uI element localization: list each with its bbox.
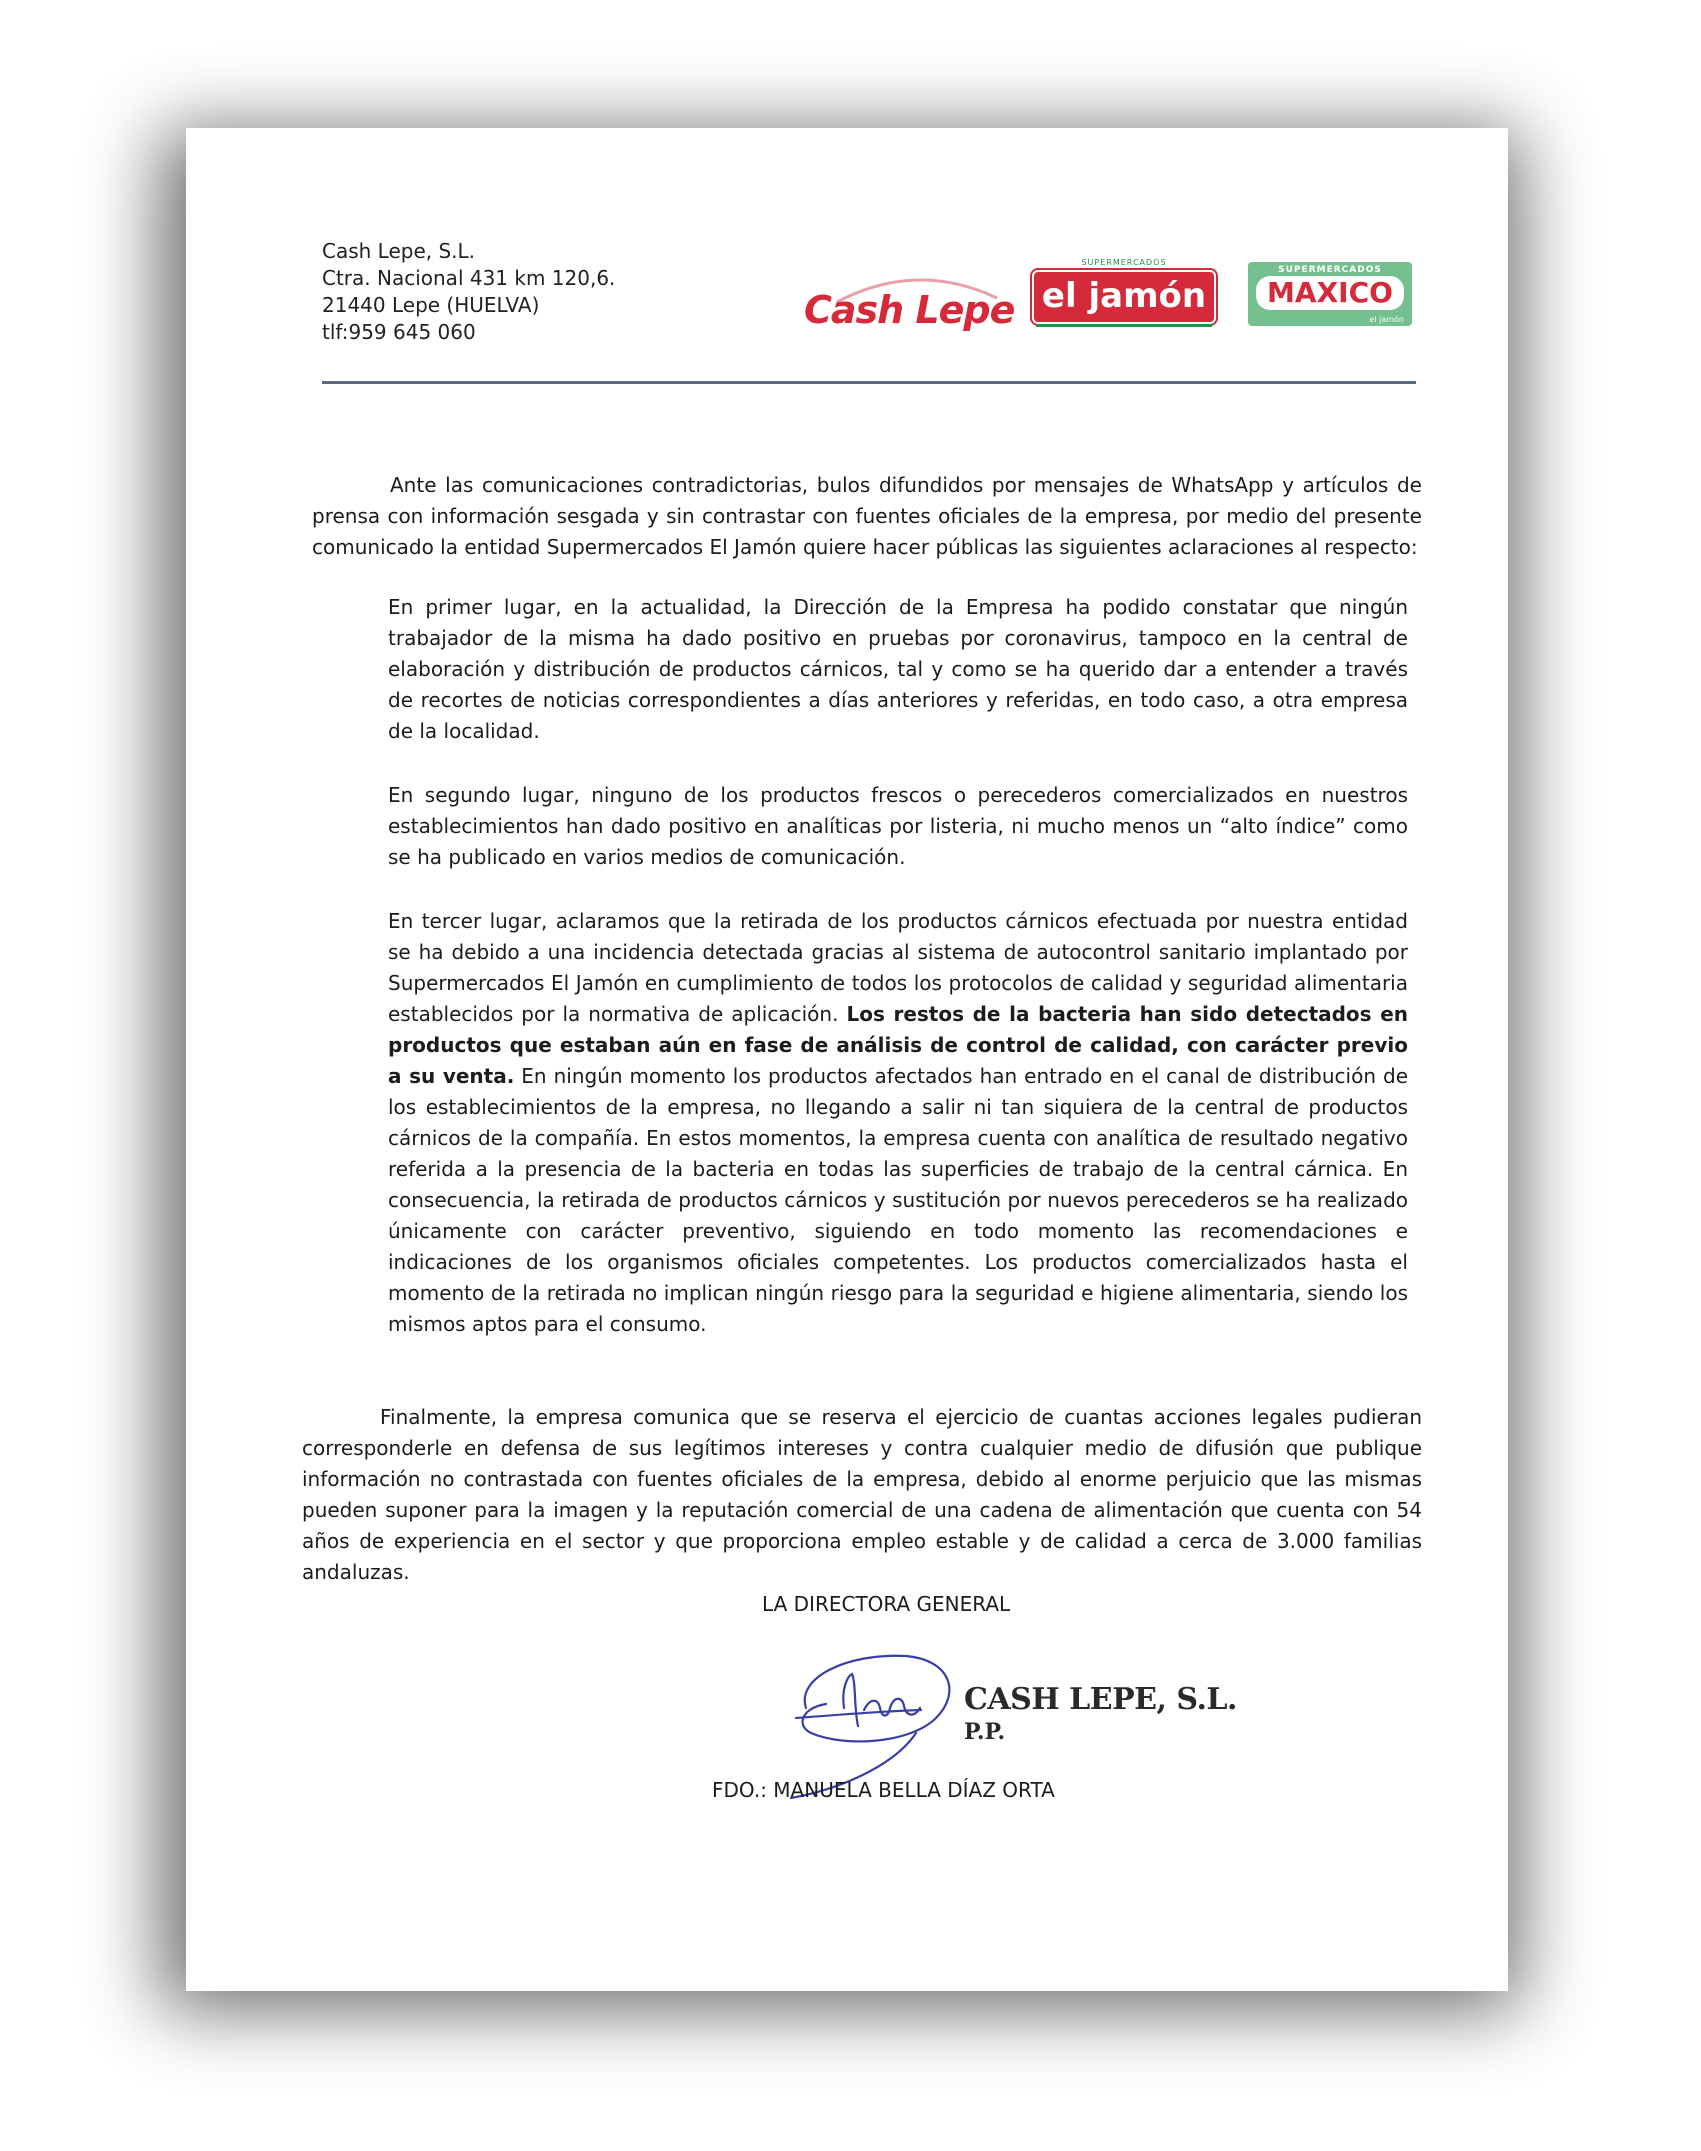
point-3-bold-text: Los restos de la bacteria han sido detectados en productos que estaban aún en fase de análisis de control de calidad, con carácter previo a su venta. bbox=[388, 1002, 1408, 1088]
maxico-logo-subtitle: SUPERMERCADOS bbox=[1278, 265, 1382, 275]
document-page bbox=[186, 128, 1508, 1991]
point-2-paragraph: En segundo lugar, ninguno de los productos frescos o perecederos comercializados en nuestros establecimientos han dado positivo en analíticas por listeria, ni mucho menos un “alto índice” como se ha publicado en varios medios de comunicación. bbox=[388, 783, 1408, 869]
sender-line: Cash Lepe, S.L. bbox=[322, 239, 476, 263]
sender-line: 21440 Lepe (HUELVA) bbox=[322, 293, 540, 317]
signed-by: FDO.: MANUELA BELLA DÍAZ ORTA bbox=[712, 1778, 1055, 1802]
sender-address bbox=[322, 238, 615, 346]
cash-lepe-logo-text: Cash Lepe bbox=[804, 288, 1015, 332]
cash-lepe-logo bbox=[804, 268, 1015, 348]
company-stamp bbox=[964, 1682, 1237, 1745]
el-jamon-logo-subtitle: SUPERMERCADOS bbox=[1081, 258, 1167, 267]
el-jamon-logo-text: el jamón bbox=[1032, 270, 1216, 324]
final-paragraph: Finalmente, la empresa comunica que se reserva el ejercicio de cuantas acciones legales pudieran corresponderle en defensa de sus legítimos intereses y contra cualquier medio de difusión que publique información no contrastada con fuentes oficiales de la empresa, debido al enorme perjuicio que las mismas pueden suponer para la imagen y la reputación comercial de una cadena de alimentación que cuenta con 54 años de experiencia en el sector y que proporciona empleo estable y de calidad a cerca de 3.000 familias andaluzas. bbox=[302, 1405, 1422, 1584]
el-jamon-logo-underline bbox=[1036, 324, 1212, 327]
signatory-role: LA DIRECTORA GENERAL bbox=[762, 1592, 1011, 1616]
el-jamon-logo bbox=[1032, 258, 1216, 330]
maxico-logo-text: MAXICO bbox=[1256, 276, 1404, 310]
point-3-text-start: En tercer lugar, aclaramos que la retirada de los productos cárnicos efectuada por nuestra entidad se ha debido a una incidencia detectada gracias al sistema de autocontrol sanitario implantado por Supermercados El Jamón en cumplimiento de todos los protocolos de calidad y seguridad alimentaria establecidos por la normativa de aplicación. bbox=[388, 909, 1408, 1026]
stamp-pp: P.P. bbox=[964, 1719, 1006, 1745]
intro-paragraph: Ante las comunicaciones contradictorias, bulos difundidos por mensajes de WhatsApp y artículos de prensa con información sesgada y sin contrastar con fuentes oficiales de la empresa, por medio del presente comunicado la entidad Supermercados El Jamón quiere hacer públicas las siguientes aclaraciones al respecto: bbox=[312, 473, 1422, 559]
point-1-paragraph: En primer lugar, en la actualidad, la Dirección de la Empresa ha podido constatar que ningún trabajador de la misma ha dado positivo en pruebas por coronavirus, tampoco en la central de elaboración y distribución de productos cárnicos, tal y como se ha querido dar a entender a través de recortes de noticias correspondientes a días anteriores y referidas, en todo caso, a otra empresa de la localidad. bbox=[388, 595, 1408, 743]
maxico-logo-tagline: el jamón bbox=[1369, 315, 1404, 324]
point-3-paragraph bbox=[388, 906, 1408, 1340]
stamp-company-name: CASH LEPE, S.L. bbox=[964, 1682, 1237, 1717]
point-3-text-end: En ningún momento los productos afectados han entrado en el canal de distribución de los establecimientos de la empresa, no llegando a salir ni tan siquiera de la central de productos cárnicos de la compañía. En estos momentos, la empresa cuenta con analítica de resultado negativo referida a la presencia de la bacteria en todas las superficies de trabajo de la central cárnica. En consecuencia, la retirada de productos cárnicos y sustitución por nuevos perecederos se ha realizado únicamente con carácter preventivo, siguiendo en todo momento las recomendaciones e indicaciones de los organismos oficiales competentes. Los productos comercializados hasta el momento de la retirada no implican ningún riesgo para la seguridad e higiene alimentaria, siendo los mismos aptos para el consumo. bbox=[388, 1064, 1408, 1336]
sender-line: Ctra. Nacional 431 km 120,6. bbox=[322, 266, 616, 290]
maxico-logo bbox=[1248, 262, 1412, 326]
sender-line: tlf:959 645 060 bbox=[322, 320, 476, 344]
header-divider bbox=[322, 381, 1416, 384]
